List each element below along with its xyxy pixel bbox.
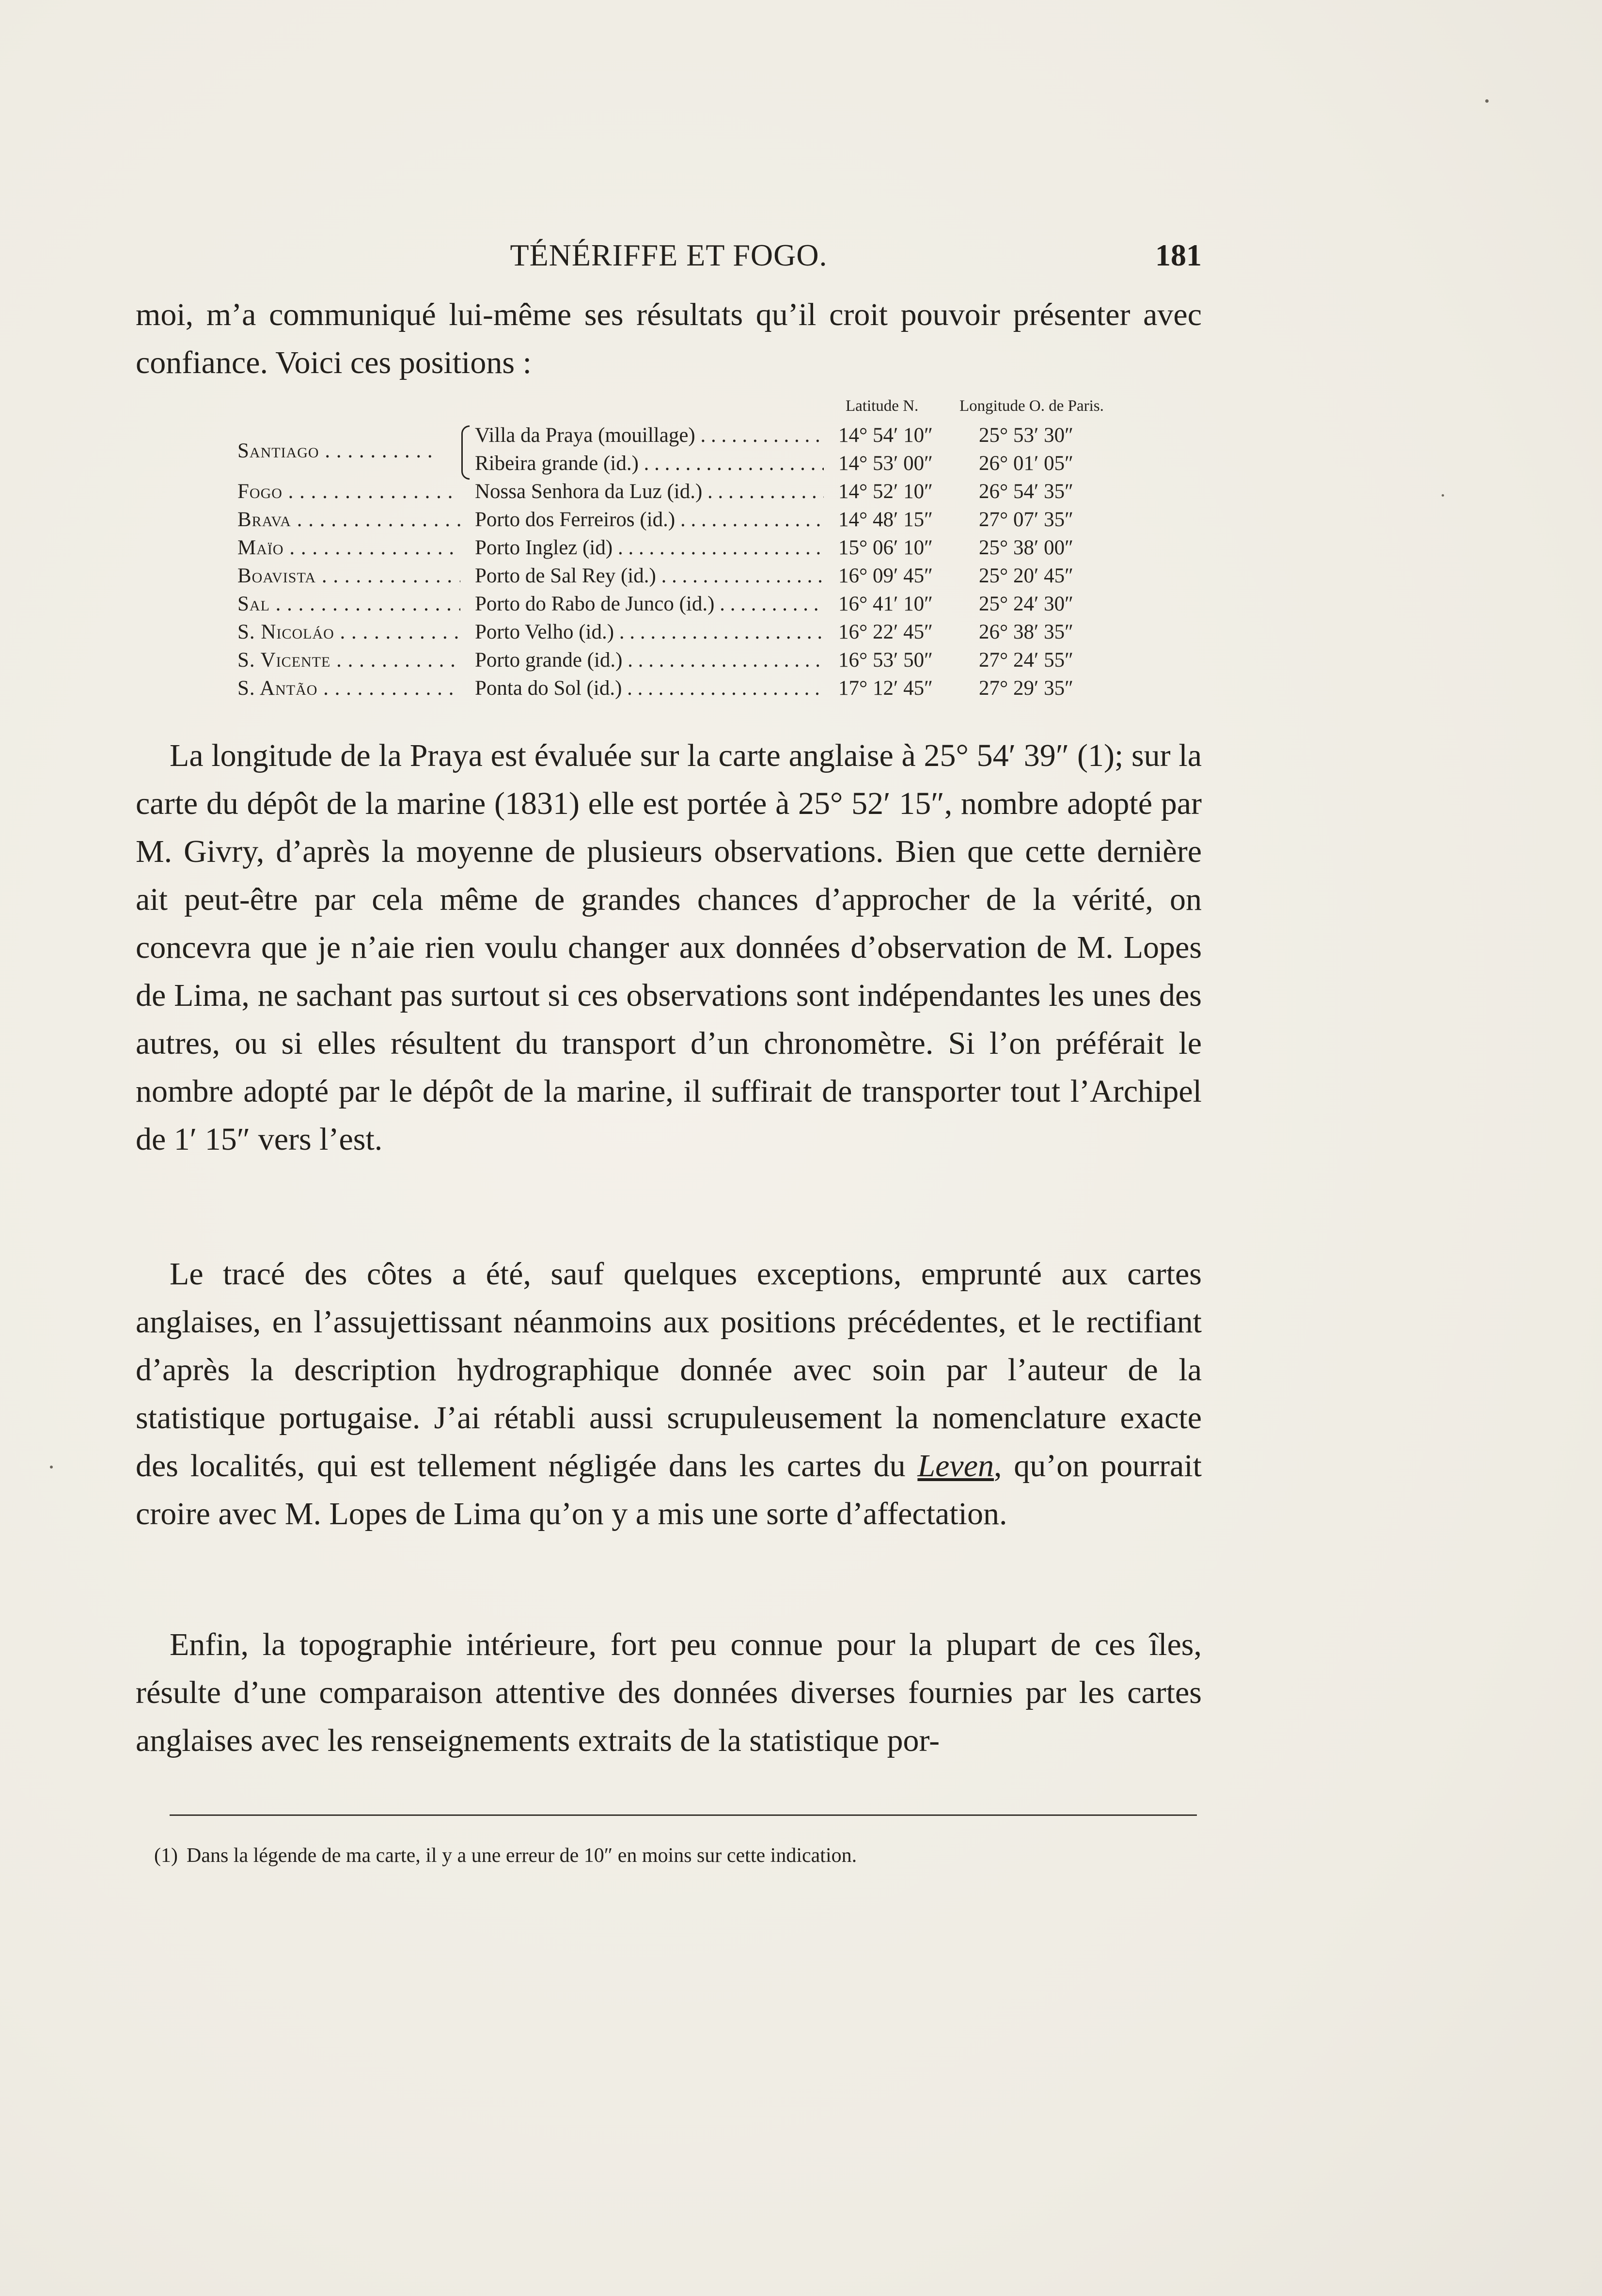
footnote [154, 1841, 1196, 1870]
place-name: Porto do Rabo de Junco (id.) . . . [475, 590, 824, 618]
island-name: S. Vicente . . . [237, 646, 460, 674]
island-santiago: Santiago . . . [237, 437, 460, 465]
latitude-value: 16° 22′ 45″ [838, 621, 933, 643]
latitude-value: 15° 06′ 10″ [838, 536, 933, 559]
island-name: Maïo . . . [237, 534, 460, 562]
longitude-value: 26° 01′ 05″ [979, 452, 1074, 475]
table-row [237, 422, 1158, 450]
latitude-value: 14° 52′ 10″ [838, 480, 933, 503]
running-title: TÉNÉRIFFE ET FOGO. [510, 238, 828, 272]
latitude-value: 14° 54′ 10″ [838, 424, 933, 447]
longitude-value: 27° 29′ 35″ [979, 677, 1074, 700]
running-header [136, 237, 1202, 286]
longitude-value: 25° 53′ 30″ [979, 424, 1074, 447]
footnote-rule [170, 1814, 1197, 1816]
place-name: Porto grande (id.) . . . [475, 646, 824, 674]
table-row [237, 506, 1158, 534]
place-name: Ribeira grande (id.) . . . [475, 450, 824, 478]
place-name: Ponta do Sol (id.) . . . [475, 674, 824, 703]
table-row [237, 590, 1158, 618]
column-header-latitude: Latitude N. [846, 397, 919, 415]
longitude-value: 26° 54′ 35″ [979, 480, 1074, 503]
paragraph-coastline [136, 1250, 1202, 1538]
paragraph-coastline-part-a: Le tracé des côtes a été, sauf quelques exceptions, emprunté aux cartes anglaises, en l’assujettissant néanmoins aux positions précédentes, et le rectifiant d’après la description hydrographique donnée avec soin par l’auteur de la statistique portugaise. J’ai rétabli aussi scrupuleusement la nomenclature exacte des localités, qui est tellement négligée dans les cartes du [136, 1256, 1202, 1484]
table-row [237, 562, 1158, 590]
page-number: 181 [1155, 238, 1202, 272]
column-header-longitude: Longitude O. de Paris. [959, 397, 1104, 415]
longitude-value: 25° 20′ 45″ [979, 564, 1074, 587]
place-name: Porto Inglez (id) . . . [475, 534, 824, 562]
island-name: S. Nicoláo . . . [237, 618, 460, 646]
island-name: Boavista . . . [237, 562, 460, 590]
latitude-value: 16° 41′ 10″ [838, 593, 933, 615]
table-row [237, 618, 1158, 646]
longitude-value: 25° 24′ 30″ [979, 593, 1074, 615]
longitude-value: 25° 38′ 00″ [979, 536, 1074, 559]
latitude-value: 16° 53′ 50″ [838, 649, 933, 672]
latitude-value: 14° 53′ 00″ [838, 452, 933, 475]
ship-name-leven: Leven [917, 1448, 994, 1484]
island-name: S. Antão . . . [237, 674, 460, 703]
latitude-value: 16° 09′ 45″ [838, 564, 933, 587]
island-name: Sal . . . [237, 590, 460, 618]
table-row [237, 646, 1158, 674]
footnote-text: Dans la légende de ma carte, il y a une erreur de 10″ en moins sur cette indication. [186, 1844, 857, 1867]
paragraph-longitude: La longitude de la Praya est évaluée sur la carte anglaise à 25° 54′ 39″ (1); sur la carte du dépôt de la marine (1831) elle est portée à 25° 52′ 15″, nombre adopté par M. Givry, d’après la moyenne de plusieurs observations. Bien que cette dernière ait peut-être par cela même de grandes chances d’approcher de la vérité, on concevra que je n’aie rien voulu changer aux données d’observation de M. Lopes de Lima, ne sachant pas surtout si ces observations sont indépendantes les unes des autres, ou si elles résultent du transport d’un chronomètre. Si l’on préférait le nombre adopté par le dépôt de la marine, il suffirait de transporter tout l’Archipel de 1′ 15″ vers l’est. [136, 738, 1202, 1157]
footnote-marker: (1) [154, 1844, 178, 1867]
paragraph-coastline-part-b: , qu’on pourrait croire avec M. Lopes de Lima qu’on y a mis une sorte d’affectation. [136, 1448, 1202, 1531]
table-row [237, 478, 1158, 506]
longitude-value: 26° 38′ 35″ [979, 621, 1074, 643]
latitude-value: 14° 48′ 15″ [838, 508, 933, 531]
island-name: Fogo . . . [237, 478, 460, 506]
place-name: Nossa Senhora da Luz (id.) . . . [475, 478, 824, 506]
latitude-value: 17° 12′ 45″ [838, 677, 933, 700]
table-row [237, 534, 1158, 562]
place-name: Villa da Praya (mouillage) . . . [475, 422, 824, 450]
paper-speck [1485, 99, 1489, 103]
table-row [237, 674, 1158, 703]
longitude-value: 27° 07′ 35″ [979, 508, 1074, 531]
coordinates-table [237, 397, 1158, 712]
longitude-value: 27° 24′ 55″ [979, 649, 1074, 672]
paper-speck [50, 1466, 53, 1468]
place-name: Porto Velho (id.) . . . [475, 618, 824, 646]
paragraph-topography: Enfin, la topographie intérieure, fort peu connue pour la plupart de ces îles, résulte d’une comparaison attentive des données diverses fournies par les cartes anglaises avec les renseignements extraits de la statistique por- [136, 1627, 1202, 1758]
paragraph-intro: moi, m’a communiqué lui-même ses résultats qu’il croit pouvoir présenter avec confiance. Voici ces positions : [136, 297, 1202, 380]
paper-speck [1442, 494, 1444, 497]
place-name: Porto dos Ferreiros (id.) . . . [475, 506, 824, 534]
table-row [237, 450, 1158, 478]
place-name: Porto de Sal Rey (id.) . . . [475, 562, 824, 590]
island-name: Brava . . . [237, 506, 460, 534]
